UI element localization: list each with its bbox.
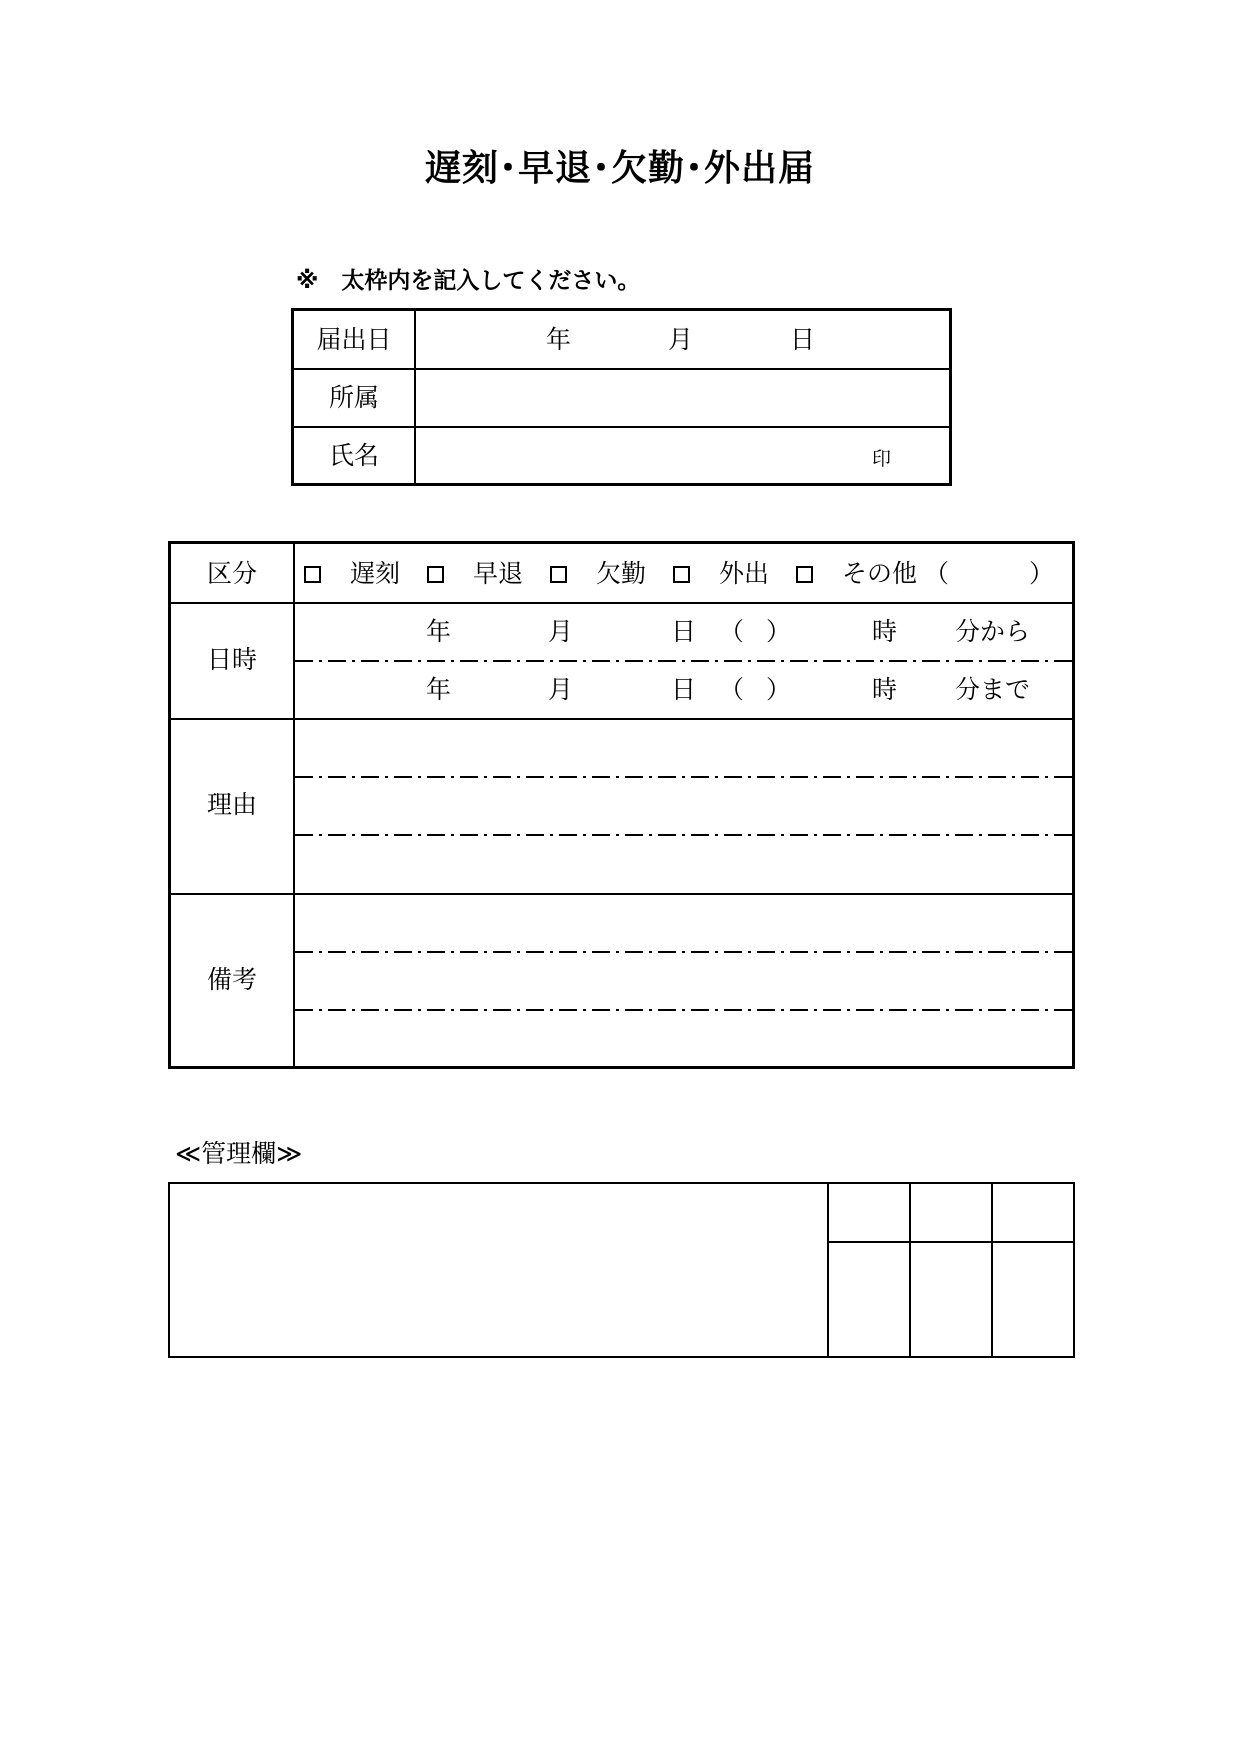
from-datetime-input[interactable] [295,604,1072,660]
other-detail-input[interactable] [951,550,1021,594]
other-option-label: その他 [842,559,918,588]
name-input-area[interactable] [416,428,949,483]
until-year-unit: 年 [426,675,452,704]
outing-checkbox[interactable] [673,566,690,583]
from-hour-unit: 時 [872,617,898,646]
approval-stamp-cell-2[interactable] [911,1243,991,1356]
approval-stamp-cell-1[interactable] [829,1243,909,1356]
department-label: 所属 [328,383,379,412]
from-day-unit: 日 [671,617,697,646]
until-weekday-paren-close: ） [766,675,792,704]
from-year-unit: 年 [426,617,452,646]
date-input-area[interactable] [416,311,949,367]
seal-mark: 印 [872,448,892,470]
remarks-label: 備考 [206,965,257,994]
name-label: 氏名 [328,441,379,470]
instruction-note: ※ 太枠内を記入してください。 [296,268,641,294]
date-month-unit: 月 [668,325,694,354]
until-datetime-input[interactable] [295,662,1072,718]
admin-section-title: ≪管理欄≫ [175,1139,303,1168]
from-minute-suffix: 分から [955,617,1031,646]
reason-label: 理由 [206,790,257,819]
until-minute-suffix: 分まで [955,675,1031,704]
datetime-label: 日時 [206,645,257,674]
category-label: 区分 [206,559,257,588]
late-option-label: 遅刻 [350,559,401,588]
other-checkbox[interactable] [796,566,813,583]
from-month-unit: 月 [548,617,574,646]
document-title: 遅刻･早退･欠勤･外出届 [424,148,815,189]
until-day-unit: 日 [671,675,697,704]
admin-table [168,1182,1075,1358]
admin-comment-area[interactable] [170,1184,826,1356]
department-input-area[interactable] [416,370,949,425]
other-paren-open: （ [924,559,950,588]
from-weekday-paren-open: （ [719,617,745,646]
other-paren-close: ） [1029,559,1055,588]
approval-stamp-cell-3[interactable] [993,1243,1073,1356]
date-year-unit: 年 [546,325,572,354]
outing-option-label: 外出 [719,559,770,588]
remarks-input-area[interactable] [295,895,1072,1066]
until-hour-unit: 時 [872,675,898,704]
from-weekday-paren-close: ） [766,617,792,646]
absence-checkbox[interactable] [550,566,567,583]
absence-option-label: 欠勤 [596,559,647,588]
reason-input-area[interactable] [295,720,1072,892]
until-month-unit: 月 [548,675,574,704]
header-table [291,308,952,486]
late-checkbox[interactable] [304,566,321,583]
date-day-unit: 日 [790,325,816,354]
early-leave-checkbox[interactable] [427,566,444,583]
early-leave-option-label: 早退 [473,559,524,588]
date-label: 届出日 [316,325,392,354]
main-table [168,541,1075,1069]
until-weekday-paren-open: （ [719,675,745,704]
